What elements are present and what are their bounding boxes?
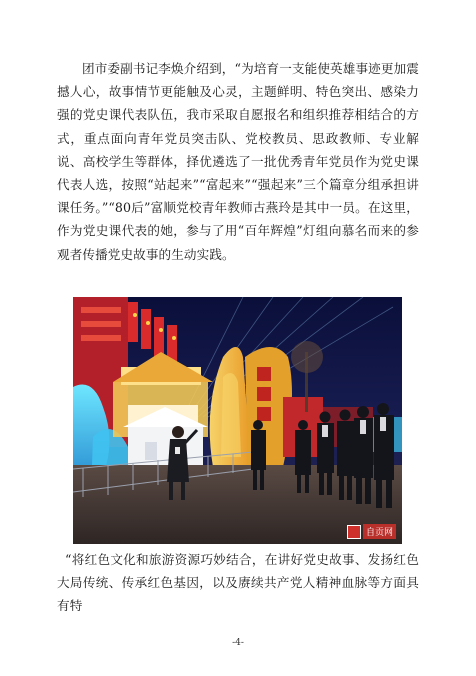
photo-illustration xyxy=(73,297,402,544)
photo-watermark xyxy=(347,523,396,540)
watermark-text: 自贡网 xyxy=(363,524,396,539)
body-paragraph-1: 团市委副书记李焕介绍到，“为培育一支能使英雄事迹更加震撼人心，故事情节更能触及心灵，主题鲜明、特色突出、感染力强的党史课代表队伍，我市采取自愿报名和组织推荐相结合的方式，重点面向青年党员突击队、党校教员、思政教师、专业解说、高校学生等群体，择优遴选了一批优秀青年党员作为党史课代表人选，按照“站起来”“富起来”“强起来”三个篇章分组承担讲课任务。”“80后”富顺党校青年教师古燕玲是其中一员。在这里，作为党史课代表的她，参与了用“百年辉煌”灯组向慕名而来的参观者传播党史故事的生动实践。 xyxy=(57,61,419,262)
lantern-festival-photo xyxy=(73,297,402,544)
body-paragraph-2: “将红色文化和旅游资源巧妙结合，在讲好党史故事、发扬红色大局传统、传承红色基因，以及赓续共产党人精神血脉等方面具有特 xyxy=(57,552,419,614)
page-number: -4- xyxy=(232,638,244,648)
watermark-logo-icon xyxy=(347,525,361,539)
